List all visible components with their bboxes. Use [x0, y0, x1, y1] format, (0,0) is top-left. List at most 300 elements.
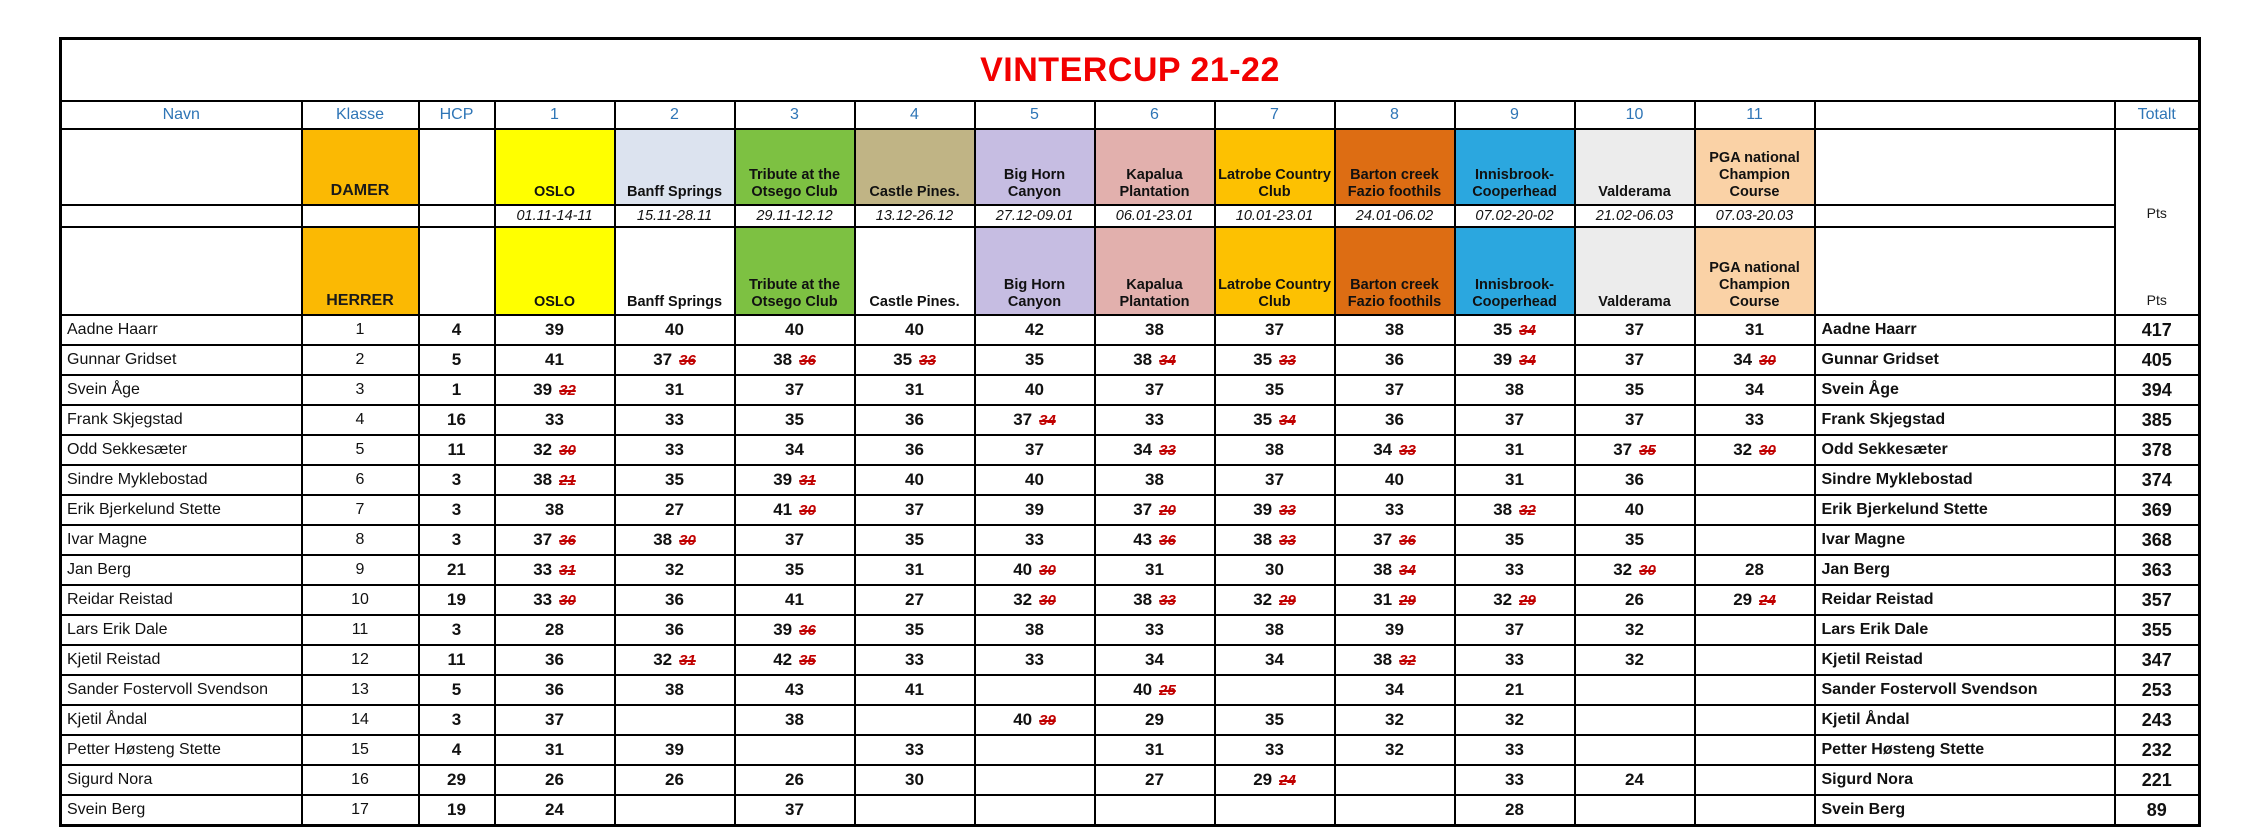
- score-value: 32: [653, 650, 673, 669]
- player-name-cell: Aadne Haarr: [61, 315, 302, 345]
- score-cell-round-4: 30: [855, 765, 975, 795]
- player-name-cell: Odd Sekkesæter: [61, 435, 302, 465]
- score-cell-round-2: 39: [615, 735, 735, 765]
- player-name-repeat-cell: Sander Fostervoll Svendson: [1815, 675, 2115, 705]
- score-cell-round-8: [1335, 645, 1455, 675]
- score-cell-round-11: [1695, 675, 1815, 705]
- klasse-cell: 6: [302, 465, 419, 495]
- score-value: 38: [653, 530, 673, 549]
- total-points-cell: 363: [2115, 555, 2200, 585]
- score-cell-round-5: 42: [975, 315, 1095, 345]
- score-cell-round-1: 41: [495, 345, 615, 375]
- score-cell-round-4: [855, 795, 975, 826]
- score-cell-round-9: 38: [1455, 375, 1575, 405]
- score-cell-round-5: [975, 735, 1095, 765]
- score-cell-round-9: [1455, 315, 1575, 345]
- klasse-cell: 16: [302, 765, 419, 795]
- score-cell-round-5: [975, 795, 1095, 826]
- score-cell-round-7: [1215, 495, 1335, 525]
- column-number-2: 2: [615, 101, 735, 129]
- score-cell-round-10: [1575, 555, 1695, 585]
- score-value: 29: [1253, 770, 1273, 789]
- score-cell-round-9: 31: [1455, 435, 1575, 465]
- score-strikethrough-value: 34: [1279, 412, 1296, 429]
- score-cell-round-5: 38: [975, 615, 1095, 645]
- player-name-repeat-cell: Svein Berg: [1815, 795, 2115, 826]
- score-strikethrough-value: 35: [799, 652, 816, 669]
- hcp-cell: 4: [419, 315, 495, 345]
- score-cell-round-7: [1215, 795, 1335, 826]
- klasse-cell: 12: [302, 645, 419, 675]
- score-cell-round-9: 33: [1455, 645, 1575, 675]
- score-cell-round-3: 34: [735, 435, 855, 465]
- player-name-cell: Ivar Magne: [61, 525, 302, 555]
- course-cell-damer-11: PGA national Champion Course: [1695, 129, 1815, 205]
- score-cell-round-10: 35: [1575, 375, 1695, 405]
- hcp-cell: 5: [419, 675, 495, 705]
- column-number-5: 5: [975, 101, 1095, 129]
- score-cell-round-9: 33: [1455, 735, 1575, 765]
- score-cell-round-10: 37: [1575, 315, 1695, 345]
- total-points-cell: 232: [2115, 735, 2200, 765]
- hcp-cell: 3: [419, 495, 495, 525]
- course-cell-herrer-7: Latrobe Country Club: [1215, 227, 1335, 315]
- score-cell-round-3: 38: [735, 705, 855, 735]
- player-name-repeat-cell: Jan Berg: [1815, 555, 2115, 585]
- score-cell-round-2: 36: [615, 615, 735, 645]
- player-name-cell: Sander Fostervoll Svendson: [61, 675, 302, 705]
- score-value: 29: [1733, 590, 1753, 609]
- score-cell-round-10: [1575, 675, 1695, 705]
- score-cell-round-1: 36: [495, 675, 615, 705]
- score-cell-round-9: 37: [1455, 615, 1575, 645]
- table-row: [61, 705, 2200, 735]
- table-row: [61, 735, 2200, 765]
- hcp-cell: 3: [419, 705, 495, 735]
- score-cell-round-9: 31: [1455, 465, 1575, 495]
- table-row: [61, 375, 2200, 405]
- score-cell-round-4: 40: [855, 465, 975, 495]
- table-row: [61, 645, 2200, 675]
- score-cell-round-5: 35: [975, 345, 1095, 375]
- score-cell-round-3: [735, 735, 855, 765]
- total-points-cell: 417: [2115, 315, 2200, 345]
- hcp-cell: 4: [419, 735, 495, 765]
- header-navn: Navn: [61, 101, 302, 129]
- course-cell-herrer-9: Innisbrook-Cooperhead: [1455, 227, 1575, 315]
- score-cell-round-7: [1215, 765, 1335, 795]
- table-row: [61, 495, 2200, 525]
- hcp-cell: 3: [419, 615, 495, 645]
- score-cell-round-4: [855, 345, 975, 375]
- score-cell-round-7: 34: [1215, 645, 1335, 675]
- total-points-cell: 221: [2115, 765, 2200, 795]
- score-value: 32: [1493, 590, 1513, 609]
- score-cell-round-4: 31: [855, 555, 975, 585]
- dates-name-repeat-blank: [1815, 205, 2115, 227]
- score-cell-round-1: 37: [495, 705, 615, 735]
- score-cell-round-2: 35: [615, 465, 735, 495]
- score-cell-round-7: 38: [1215, 615, 1335, 645]
- score-cell-round-10: 36: [1575, 465, 1695, 495]
- score-strikethrough-value: 30: [1759, 352, 1776, 369]
- score-cell-round-1: [495, 435, 615, 465]
- score-strikethrough-value: 20: [1159, 502, 1176, 519]
- score-cell-round-11: [1695, 735, 1815, 765]
- score-cell-round-10: 35: [1575, 525, 1695, 555]
- score-strikethrough-value: 30: [1759, 442, 1776, 459]
- score-cell-round-4: 31: [855, 375, 975, 405]
- score-cell-round-6: 33: [1095, 405, 1215, 435]
- player-name-repeat-cell: Petter Høsteng Stette: [1815, 735, 2115, 765]
- klasse-cell: 11: [302, 615, 419, 645]
- score-cell-round-3: [735, 615, 855, 645]
- score-cell-round-1: 38: [495, 495, 615, 525]
- score-value: 34: [1733, 350, 1753, 369]
- damer-label: DAMER: [302, 129, 419, 205]
- score-cell-round-11: [1695, 645, 1815, 675]
- column-number-9: 9: [1455, 101, 1575, 129]
- score-strikethrough-value: 39: [1039, 712, 1056, 729]
- score-cell-round-2: [615, 645, 735, 675]
- page-title: VINTERCUP 21-22: [61, 39, 2200, 102]
- hcp-cell: 19: [419, 795, 495, 826]
- hcp-cell: 3: [419, 465, 495, 495]
- course-cell-herrer-10: Valderama: [1575, 227, 1695, 315]
- course-date-4: 13.12-26.12: [855, 205, 975, 227]
- score-cell-round-6: 33: [1095, 615, 1215, 645]
- hcp-cell: 29: [419, 765, 495, 795]
- score-cell-round-3: 37: [735, 375, 855, 405]
- klasse-cell: 2: [302, 345, 419, 375]
- score-cell-round-9: 32: [1455, 705, 1575, 735]
- score-cell-round-3: 41: [735, 585, 855, 615]
- score-value: 40: [1013, 560, 1033, 579]
- score-cell-round-9: 37: [1455, 405, 1575, 435]
- column-number-8: 8: [1335, 101, 1455, 129]
- score-cell-round-10: 37: [1575, 345, 1695, 375]
- score-strikethrough-value: 30: [1639, 562, 1656, 579]
- damer-course-row: [61, 129, 2200, 205]
- score-strikethrough-value: 30: [679, 532, 696, 549]
- course-cell-damer-3: Tribute at the Otsego Club: [735, 129, 855, 205]
- score-cell-round-4: [855, 705, 975, 735]
- score-strikethrough-value: 30: [799, 502, 816, 519]
- course-date-8: 24.01-06.02: [1335, 205, 1455, 227]
- score-cell-round-10: [1575, 795, 1695, 826]
- score-strikethrough-value: 34: [1519, 322, 1536, 339]
- score-value: 38: [773, 350, 793, 369]
- score-cell-round-7: 37: [1215, 315, 1335, 345]
- score-cell-round-2: 26: [615, 765, 735, 795]
- score-cell-round-2: 33: [615, 405, 735, 435]
- course-date-5: 27.12-09.01: [975, 205, 1095, 227]
- hcp-cell: 16: [419, 405, 495, 435]
- course-date-7: 10.01-23.01: [1215, 205, 1335, 227]
- score-value: 37: [653, 350, 673, 369]
- table-row: [61, 405, 2200, 435]
- course-cell-herrer-6: Kapalua Plantation: [1095, 227, 1215, 315]
- klasse-cell: 14: [302, 705, 419, 735]
- total-points-cell: 394: [2115, 375, 2200, 405]
- score-cell-round-3: 35: [735, 405, 855, 435]
- score-cell-round-4: 36: [855, 435, 975, 465]
- player-name-cell: Jan Berg: [61, 555, 302, 585]
- score-cell-round-10: 24: [1575, 765, 1695, 795]
- score-cell-round-10: 26: [1575, 585, 1695, 615]
- score-cell-round-10: [1575, 435, 1695, 465]
- herrer-hcp-blank: [419, 227, 495, 315]
- score-cell-round-8: 40: [1335, 465, 1455, 495]
- score-value: 34: [1373, 440, 1393, 459]
- klasse-cell: 3: [302, 375, 419, 405]
- score-strikethrough-value: 34: [1039, 412, 1056, 429]
- player-name-cell: Sigurd Nora: [61, 765, 302, 795]
- score-cell-round-2: 27: [615, 495, 735, 525]
- score-cell-round-9: [1455, 345, 1575, 375]
- score-cell-round-11: [1695, 465, 1815, 495]
- score-cell-round-8: [1335, 555, 1455, 585]
- score-cell-round-5: [975, 765, 1095, 795]
- score-cell-round-3: 43: [735, 675, 855, 705]
- score-cell-round-7: 30: [1215, 555, 1335, 585]
- score-strikethrough-value: 33: [1279, 502, 1296, 519]
- column-number-7: 7: [1215, 101, 1335, 129]
- table-row: [61, 675, 2200, 705]
- score-strikethrough-value: 24: [1759, 592, 1776, 609]
- score-cell-round-10: 32: [1575, 645, 1695, 675]
- score-value: 37: [1013, 410, 1033, 429]
- score-cell-round-4: 35: [855, 525, 975, 555]
- course-date-6: 06.01-23.01: [1095, 205, 1215, 227]
- score-cell-round-7: [1215, 675, 1335, 705]
- course-cell-herrer-4: Castle Pines.: [855, 227, 975, 315]
- header-name-repeat-blank: [1815, 101, 2115, 129]
- dates-klasse-blank: [302, 205, 419, 227]
- score-value: 39: [773, 620, 793, 639]
- score-cell-round-1: 31: [495, 735, 615, 765]
- player-name-cell: Kjetil Reistad: [61, 645, 302, 675]
- score-value: 39: [773, 470, 793, 489]
- score-cell-round-8: 32: [1335, 735, 1455, 765]
- score-cell-round-6: [1095, 585, 1215, 615]
- player-name-repeat-cell: Ivar Magne: [1815, 525, 2115, 555]
- score-strikethrough-value: 32: [559, 382, 576, 399]
- score-strikethrough-value: 21: [559, 472, 576, 489]
- score-cell-round-5: [975, 555, 1095, 585]
- score-cell-round-6: [1095, 495, 1215, 525]
- score-cell-round-6: 38: [1095, 465, 1215, 495]
- score-strikethrough-value: 34: [1519, 352, 1536, 369]
- herrer-course-row: [61, 227, 2200, 315]
- course-cell-damer-9: Innisbrook-Cooperhead: [1455, 129, 1575, 205]
- header-hcp: HCP: [419, 101, 495, 129]
- score-value: 38: [1493, 500, 1513, 519]
- score-cell-round-2: [615, 795, 735, 826]
- course-cell-damer-4: Castle Pines.: [855, 129, 975, 205]
- score-value: 35: [893, 350, 913, 369]
- score-cell-round-6: 27: [1095, 765, 1215, 795]
- score-cell-round-6: 31: [1095, 555, 1215, 585]
- player-name-cell: Frank Skjegstad: [61, 405, 302, 435]
- score-cell-round-9: 28: [1455, 795, 1575, 826]
- player-name-cell: Svein Åge: [61, 375, 302, 405]
- score-cell-round-3: [735, 645, 855, 675]
- score-cell-round-4: 27: [855, 585, 975, 615]
- course-cell-damer-2: Banff Springs: [615, 129, 735, 205]
- score-cell-round-8: 36: [1335, 345, 1455, 375]
- score-cell-round-3: [735, 465, 855, 495]
- score-strikethrough-value: 29: [1399, 592, 1416, 609]
- score-cell-round-8: 37: [1335, 375, 1455, 405]
- klasse-cell: 5: [302, 435, 419, 465]
- damer-hcp-blank: [419, 129, 495, 205]
- score-strikethrough-value: 33: [1279, 532, 1296, 549]
- score-cell-round-4: 33: [855, 645, 975, 675]
- klasse-cell: 4: [302, 405, 419, 435]
- score-cell-round-11: 28: [1695, 555, 1815, 585]
- score-cell-round-10: [1575, 705, 1695, 735]
- score-cell-round-4: 35: [855, 615, 975, 645]
- total-points-cell: 374: [2115, 465, 2200, 495]
- score-cell-round-3: 37: [735, 795, 855, 826]
- score-strikethrough-value: 30: [1039, 562, 1056, 579]
- damer-navn-blank: [61, 129, 302, 205]
- score-value: 38: [1373, 560, 1393, 579]
- table-row: [61, 765, 2200, 795]
- score-cell-round-6: 34: [1095, 645, 1215, 675]
- score-cell-round-1: 36: [495, 645, 615, 675]
- player-name-cell: Erik Bjerkelund Stette: [61, 495, 302, 525]
- player-name-repeat-cell: Gunnar Gridset: [1815, 345, 2115, 375]
- score-cell-round-7: [1215, 525, 1335, 555]
- total-points-cell: 378: [2115, 435, 2200, 465]
- course-date-3: 29.11-12.12: [735, 205, 855, 227]
- score-cell-round-11: [1695, 795, 1815, 826]
- score-cell-round-8: 39: [1335, 615, 1455, 645]
- score-value: 32: [1613, 560, 1633, 579]
- course-date-2: 15.11-28.11: [615, 205, 735, 227]
- score-cell-round-1: 39: [495, 315, 615, 345]
- score-cell-round-6: 29: [1095, 705, 1215, 735]
- score-cell-round-5: 33: [975, 525, 1095, 555]
- score-cell-round-6: [1095, 435, 1215, 465]
- score-cell-round-7: [1215, 585, 1335, 615]
- score-cell-round-1: 28: [495, 615, 615, 645]
- course-cell-herrer-2: Banff Springs: [615, 227, 735, 315]
- score-cell-round-11: [1695, 525, 1815, 555]
- score-value: 35: [1253, 350, 1273, 369]
- score-value: 31: [1373, 590, 1393, 609]
- score-cell-round-4: 41: [855, 675, 975, 705]
- table-row: [61, 795, 2200, 826]
- column-number-11: 11: [1695, 101, 1815, 129]
- course-date-1: 01.11-14-11: [495, 205, 615, 227]
- column-number-1: 1: [495, 101, 615, 129]
- score-value: 32: [533, 440, 553, 459]
- score-strikethrough-value: 33: [919, 352, 936, 369]
- score-cell-round-2: 38: [615, 675, 735, 705]
- total-points-cell: 357: [2115, 585, 2200, 615]
- score-cell-round-2: 36: [615, 585, 735, 615]
- score-value: 42: [773, 650, 793, 669]
- score-cell-round-11: [1695, 345, 1815, 375]
- total-points-cell: 368: [2115, 525, 2200, 555]
- score-strikethrough-value: 32: [1519, 502, 1536, 519]
- score-cell-round-10: 40: [1575, 495, 1695, 525]
- score-cell-round-2: 32: [615, 555, 735, 585]
- score-strikethrough-value: 36: [799, 622, 816, 639]
- score-cell-round-7: [1215, 345, 1335, 375]
- score-cell-round-1: [495, 375, 615, 405]
- score-strikethrough-value: 36: [799, 352, 816, 369]
- score-cell-round-8: [1335, 765, 1455, 795]
- score-cell-round-6: 31: [1095, 735, 1215, 765]
- score-strikethrough-value: 29: [1519, 592, 1536, 609]
- total-points-cell: 347: [2115, 645, 2200, 675]
- score-strikethrough-value: 30: [1039, 592, 1056, 609]
- hcp-cell: 11: [419, 435, 495, 465]
- player-rows: [61, 315, 2200, 826]
- score-cell-round-3: [735, 345, 855, 375]
- score-cell-round-6: [1095, 675, 1215, 705]
- score-strikethrough-value: 33: [1159, 592, 1176, 609]
- score-cell-round-11: 34: [1695, 375, 1815, 405]
- player-name-repeat-cell: Odd Sekkesæter: [1815, 435, 2115, 465]
- course-date-11: 07.03-20.03: [1695, 205, 1815, 227]
- table-row: [61, 315, 2200, 345]
- score-strikethrough-value: 33: [1279, 352, 1296, 369]
- table-row: [61, 585, 2200, 615]
- score-strikethrough-value: 32: [1399, 652, 1416, 669]
- column-number-4: 4: [855, 101, 975, 129]
- klasse-cell: 9: [302, 555, 419, 585]
- score-cell-round-8: [1335, 795, 1455, 826]
- total-points-cell: 355: [2115, 615, 2200, 645]
- score-strikethrough-value: 25: [1159, 682, 1176, 699]
- score-cell-round-2: 33: [615, 435, 735, 465]
- score-value: 35: [1253, 410, 1273, 429]
- course-cell-herrer-8: Barton creek Fazio foothils: [1335, 227, 1455, 315]
- title-row: [61, 39, 2200, 102]
- vintercup-spreadsheet: [59, 37, 2201, 827]
- table-row: [61, 465, 2200, 495]
- dates-hcp-blank: [419, 205, 495, 227]
- score-cell-round-8: 32: [1335, 705, 1455, 735]
- total-points-cell: 405: [2115, 345, 2200, 375]
- course-cell-herrer-11: PGA national Champion Course: [1695, 227, 1815, 315]
- score-cell-round-11: [1695, 705, 1815, 735]
- klasse-cell: 15: [302, 735, 419, 765]
- score-cell-round-7: [1215, 405, 1335, 435]
- score-cell-round-5: [975, 585, 1095, 615]
- score-strikethrough-value: 31: [679, 652, 696, 669]
- klasse-cell: 7: [302, 495, 419, 525]
- player-name-repeat-cell: Kjetil Åndal: [1815, 705, 2115, 735]
- player-name-cell: Lars Erik Dale: [61, 615, 302, 645]
- course-cell-herrer-1: OSLO: [495, 227, 615, 315]
- player-name-cell: Sindre Myklebostad: [61, 465, 302, 495]
- score-value: 33: [533, 590, 553, 609]
- score-cell-round-1: [495, 525, 615, 555]
- klasse-cell: 17: [302, 795, 419, 826]
- total-points-cell: 385: [2115, 405, 2200, 435]
- score-strikethrough-value: 36: [1399, 532, 1416, 549]
- score-value: 37: [1613, 440, 1633, 459]
- score-cell-round-1: 33: [495, 405, 615, 435]
- score-cell-round-5: 40: [975, 465, 1095, 495]
- score-cell-round-11: [1695, 585, 1815, 615]
